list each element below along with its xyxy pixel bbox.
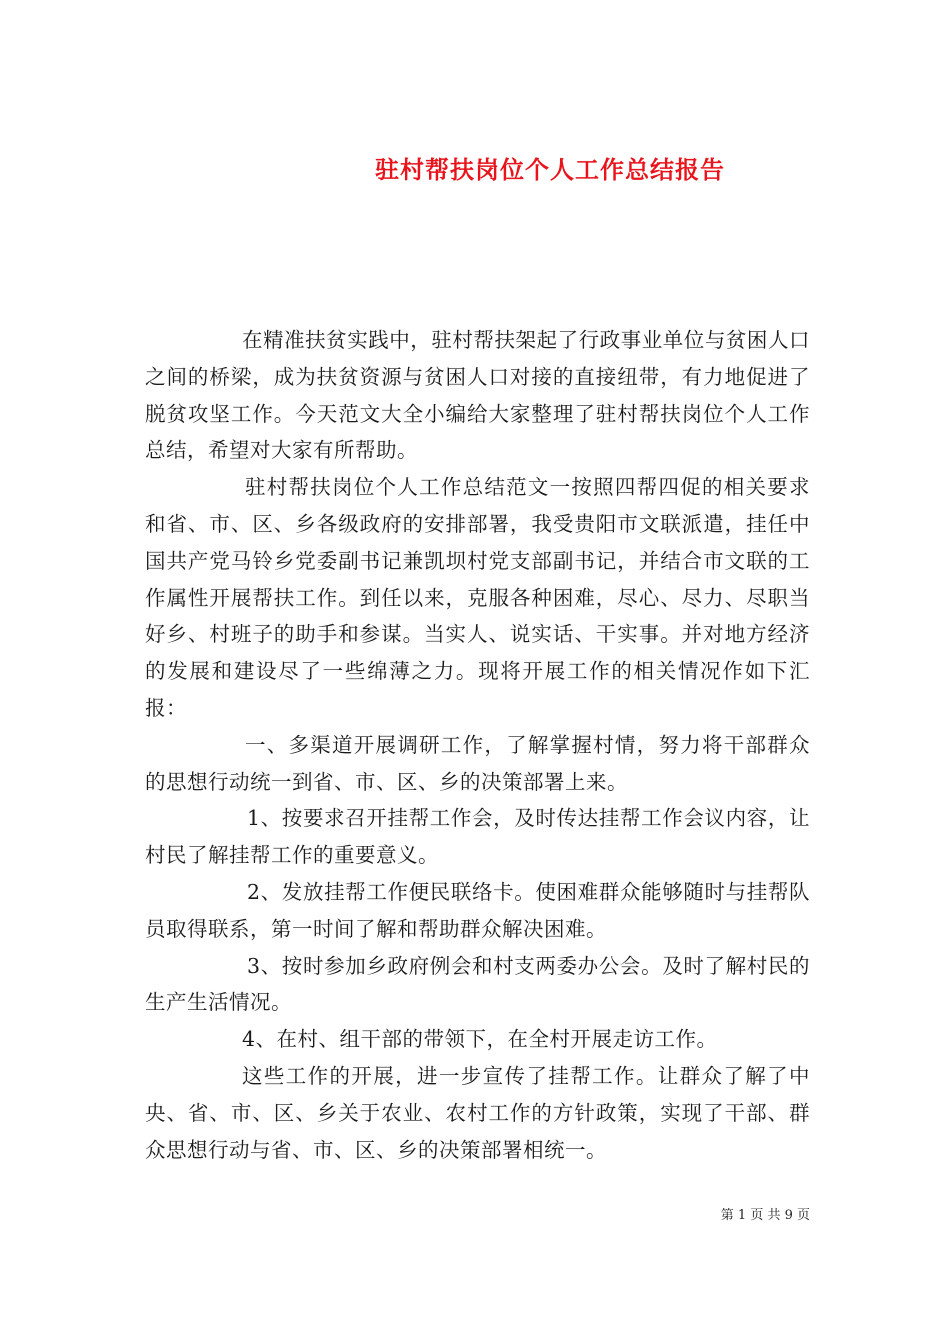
list-item-1: 1、按要求召开挂帮工作会，及时传达挂帮工作会议内容，让村民了解挂帮工作的重要意义。 xyxy=(145,806,810,868)
summary-paragraph: 驻村帮扶岗位个人工作总结范文一按照四帮四促的相关要求和省、市、区、乡各级政府的安排部署，我受贵阳市文联派遣，挂任中国共产党马铃乡党委副书记兼凯坝村党支部副书记，并结合市文联的工作属性开展帮扶工作。到任以来，克服各种困难，尽心、尽力、尽职当好乡、村班子的助手和参谋。当实人、说实话、干实事。并对地方经济的发展和建设尽了一些绵薄之力。现将开展工作的相关情况作如下汇报： xyxy=(145,475,810,720)
intro-paragraph: 在精准扶贫实践中，驻村帮扶架起了行政事业单位与贫困人口之间的桥梁，成为扶贫资源与贫困人口对接的直接纽带，有力地促进了脱贫攻坚工作。今天范文大全小编给大家整理了驻村帮扶岗位个人工作总结，希望对大家有所帮助。 xyxy=(145,328,810,463)
list-item-3: 3、按时参加乡政府例会和村支两委办公会。及时了解村民的生产生活情况。 xyxy=(145,953,810,1015)
list-item-4: 4、在村、组干部的带领下，在全村开展走访工作。 xyxy=(242,1027,718,1052)
document-body xyxy=(145,322,810,1168)
section-heading-paragraph: 一、多渠道开展调研工作，了解掌握村情，努力将干部群众的思想行动统一到省、市、区、乡的决策部署上来。 xyxy=(145,732,810,794)
document-title: 驻村帮扶岗位个人工作总结报告 xyxy=(375,155,725,185)
conclusion-paragraph: 这些工作的开展，进一步宣传了挂帮工作。让群众了解了中央、省、市、区、乡关于农业、农村工作的方针政策，实现了干部、群众思想行动与省、市、区、乡的决策部署相统一。 xyxy=(145,1063,810,1162)
page-number-footer: 第 1 页 共 9 页 xyxy=(720,1208,810,1223)
list-item-2: 2、发放挂帮工作便民联络卡。使困难群众能够随时与挂帮队员取得联系，第一时间了解和帮助群众解决困难。 xyxy=(145,879,810,941)
